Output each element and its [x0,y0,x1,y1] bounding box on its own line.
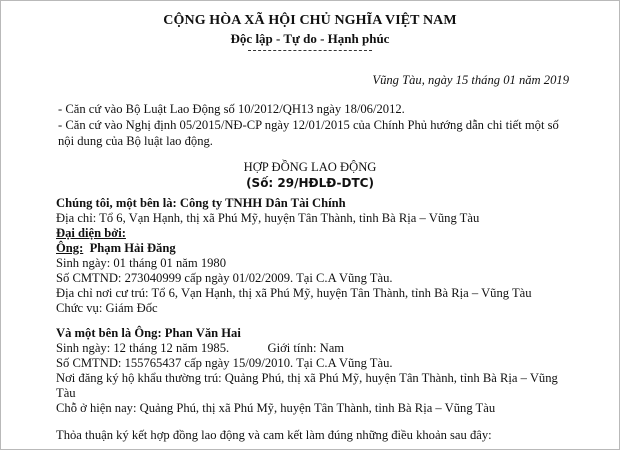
party-a-rep-name: Phạm Hải Đăng [89,241,176,255]
party-b-household-line-1: Nơi đăng ký hộ khẩu thường trú: Quảng Phú, thị xã Phú Mỹ, huyện Tân Thành, tỉnh Bà Rịa – Vũng [56,371,558,385]
party-b-current-address: Chỗ ở hiện nay: Quảng Phú, thị xã Phú Mỹ, huyện Tân Thành, tỉnh Bà Rịa – Vũng Tàu [56,401,496,415]
motto: Độc lập - Tự do - Hạnh phúc [230,31,390,46]
party-a-company: Công ty TNHH Dân Tài Chính [179,196,346,210]
party-b-intro: Và một bên là Ông: Phan Văn Hai [56,326,241,340]
party-b-birth: Sinh ngày: 12 tháng 12 năm 1985. [56,341,230,355]
party-b-id-card: Số CMTND: 155765437 cấp ngày 15/09/2010. Tại C.A Vũng Tàu. [56,356,393,370]
contract-number: (Số: 29/HĐLĐ-DTC) [246,176,374,190]
party-a-birth: Sinh ngày: 01 tháng 01 năm 1980 [56,256,227,270]
party-a-residence: Địa chỉ nơi cư trú: Tổ 6, Vạn Hạnh, thị xã Phú Mỹ, huyện Tân Thành, tỉnh Bà Rịa – Vũng Tàu [56,286,532,300]
place-date: Vũng Tàu, ngày 15 tháng 01 năm 2019 [372,73,569,87]
party-a-id-card: Số CMTND: 273040999 cấp ngày 01/02/2009. Tại C.A Vũng Tàu. [56,271,393,285]
party-a-intro-label: Chúng tôi, một bên là: [56,196,177,210]
party-a-intro [56,196,346,211]
party-a-rep [56,241,176,256]
party-b-household-line-2: Tàu [56,386,76,400]
header-divider [248,50,372,51]
party-a-position: Chức vụ: Giám Đốc [56,301,158,315]
party-a-address: Địa chỉ: Tổ 6, Vạn Hạnh, thị xã Phú Mỹ, huyện Tân Thành, tỉnh Bà Rịa – Vũng Tàu [56,211,480,225]
legal-basis-line-2: - Căn cứ vào Nghị định 05/2015/NĐ-CP ngày 12/01/2015 của Chính Phủ hướng dẫn chi tiết một số [58,118,559,132]
party-a-rep-label: Đại diện bởi: [56,226,126,240]
party-b-gender: Giới tính: Nam [267,341,345,355]
legal-basis-line-1: - Căn cứ vào Bộ Luật Lao Động số 10/2012/QH13 ngày 18/06/2012. [58,102,405,116]
national-title: CỘNG HÒA XÃ HỘI CHỦ NGHĨA VIỆT NAM [163,13,457,28]
legal-basis-line-3: nội dung của Bộ luật lao động. [58,134,213,148]
party-b-birth-gender [56,341,344,356]
agreement-statement: Thỏa thuận ký kết hợp đồng lao động và cam kết làm đúng những điều khoản sau đây: [56,428,492,442]
party-a-rep-title: Ông: [56,241,84,255]
contract-title: HỢP ĐỒNG LAO ĐỘNG [243,160,377,174]
